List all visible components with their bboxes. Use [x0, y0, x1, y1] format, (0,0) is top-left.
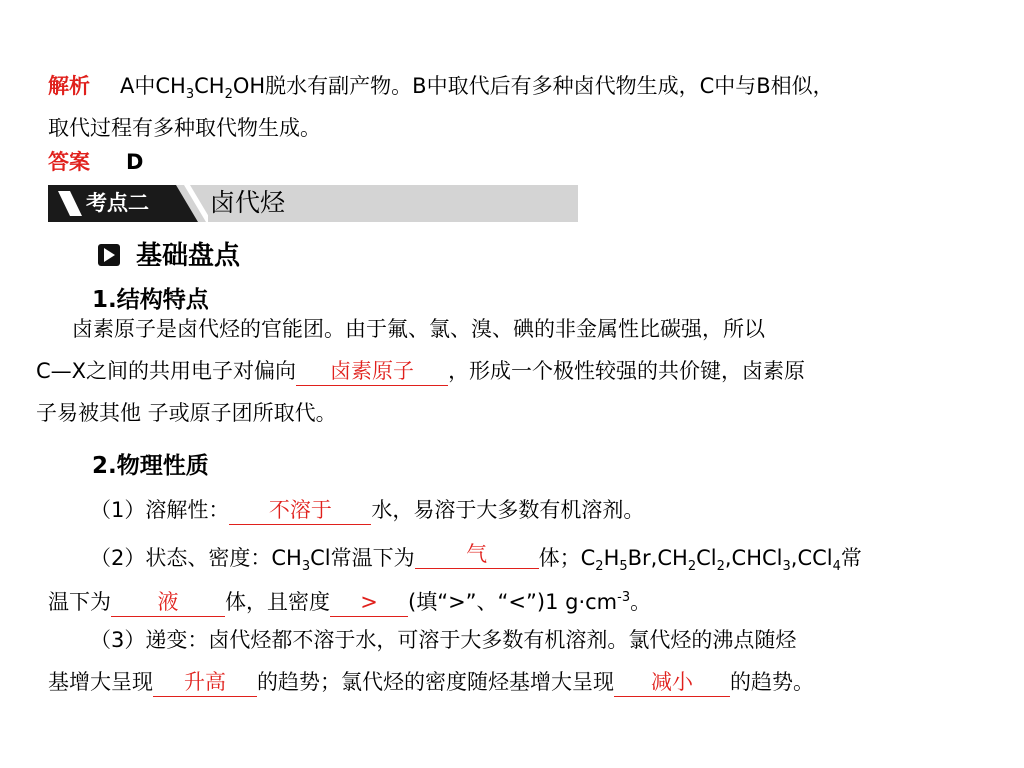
- answer-value: D: [126, 150, 144, 174]
- analysis-label: 解析: [48, 74, 90, 98]
- section1-heading: 1.结构特点: [92, 287, 209, 313]
- section2-heading: 2.物理性质: [92, 453, 209, 479]
- answer-line: [48, 148, 143, 176]
- analysis-line-2: 取代过程有多种取代物生成。: [48, 116, 321, 140]
- blank-halogen-atom: 卤素原子: [296, 357, 448, 386]
- blank-liquid: 液: [111, 588, 225, 617]
- item3-line-1: （3）递变：卤代烃都不溶于水，可溶于大多数有机溶剂。氯代烃的沸点随烃: [90, 628, 797, 652]
- topic-banner: [48, 185, 578, 222]
- answer-label: 答案: [48, 150, 90, 174]
- banner-tag: 考点二: [86, 191, 149, 215]
- play-icon: [98, 244, 120, 266]
- blank-increase: 升高: [153, 668, 257, 697]
- blank-gas: 气: [415, 540, 539, 569]
- analysis-text: A中$CH_3CH_2OH$脱水有副产物。B中取代后有多种卤代物生成，C中与B相似，: [120, 74, 834, 103]
- analysis-line-1: [48, 72, 834, 109]
- section1-line-1: 卤素原子是卤代烃的官能团。由于氟、氯、溴、碘的非金属性比碳强，所以: [72, 317, 765, 341]
- section1-line-2: C—X之间的共用电子对偏向 卤素原子 ，形成一个极性较强的共价键，卤素原: [36, 357, 805, 386]
- blank-greater: >: [330, 588, 408, 617]
- section1-line-3: 子易被其他 子或原子团所取代。: [36, 401, 337, 425]
- blank-decrease: 减小: [614, 668, 730, 697]
- item2-state-density: （2）状态、密度：$CH_3Cl$常温下为 气 体；$C_2H_5Br,CH_2Cl_2,CHCl_3,CCl_4$常: [90, 542, 862, 575]
- item2-continued: 温下为 液 体，且密度 > (填“>”、“<”)1 $g\cdot cm^{-3}$。: [48, 584, 651, 617]
- item3-line-2: 基增大呈现 升高 的趋势；氯代烃的密度随烃基增大呈现 减小 的趋势。: [48, 668, 814, 697]
- basics-heading: 基础盘点: [136, 241, 241, 271]
- blank-insoluble: 不溶于: [229, 496, 371, 525]
- item1-solubility: （1）溶解性： 不溶于 水，易溶于大多数有机溶剂。: [90, 496, 644, 525]
- banner-title: 卤代烃: [210, 188, 286, 217]
